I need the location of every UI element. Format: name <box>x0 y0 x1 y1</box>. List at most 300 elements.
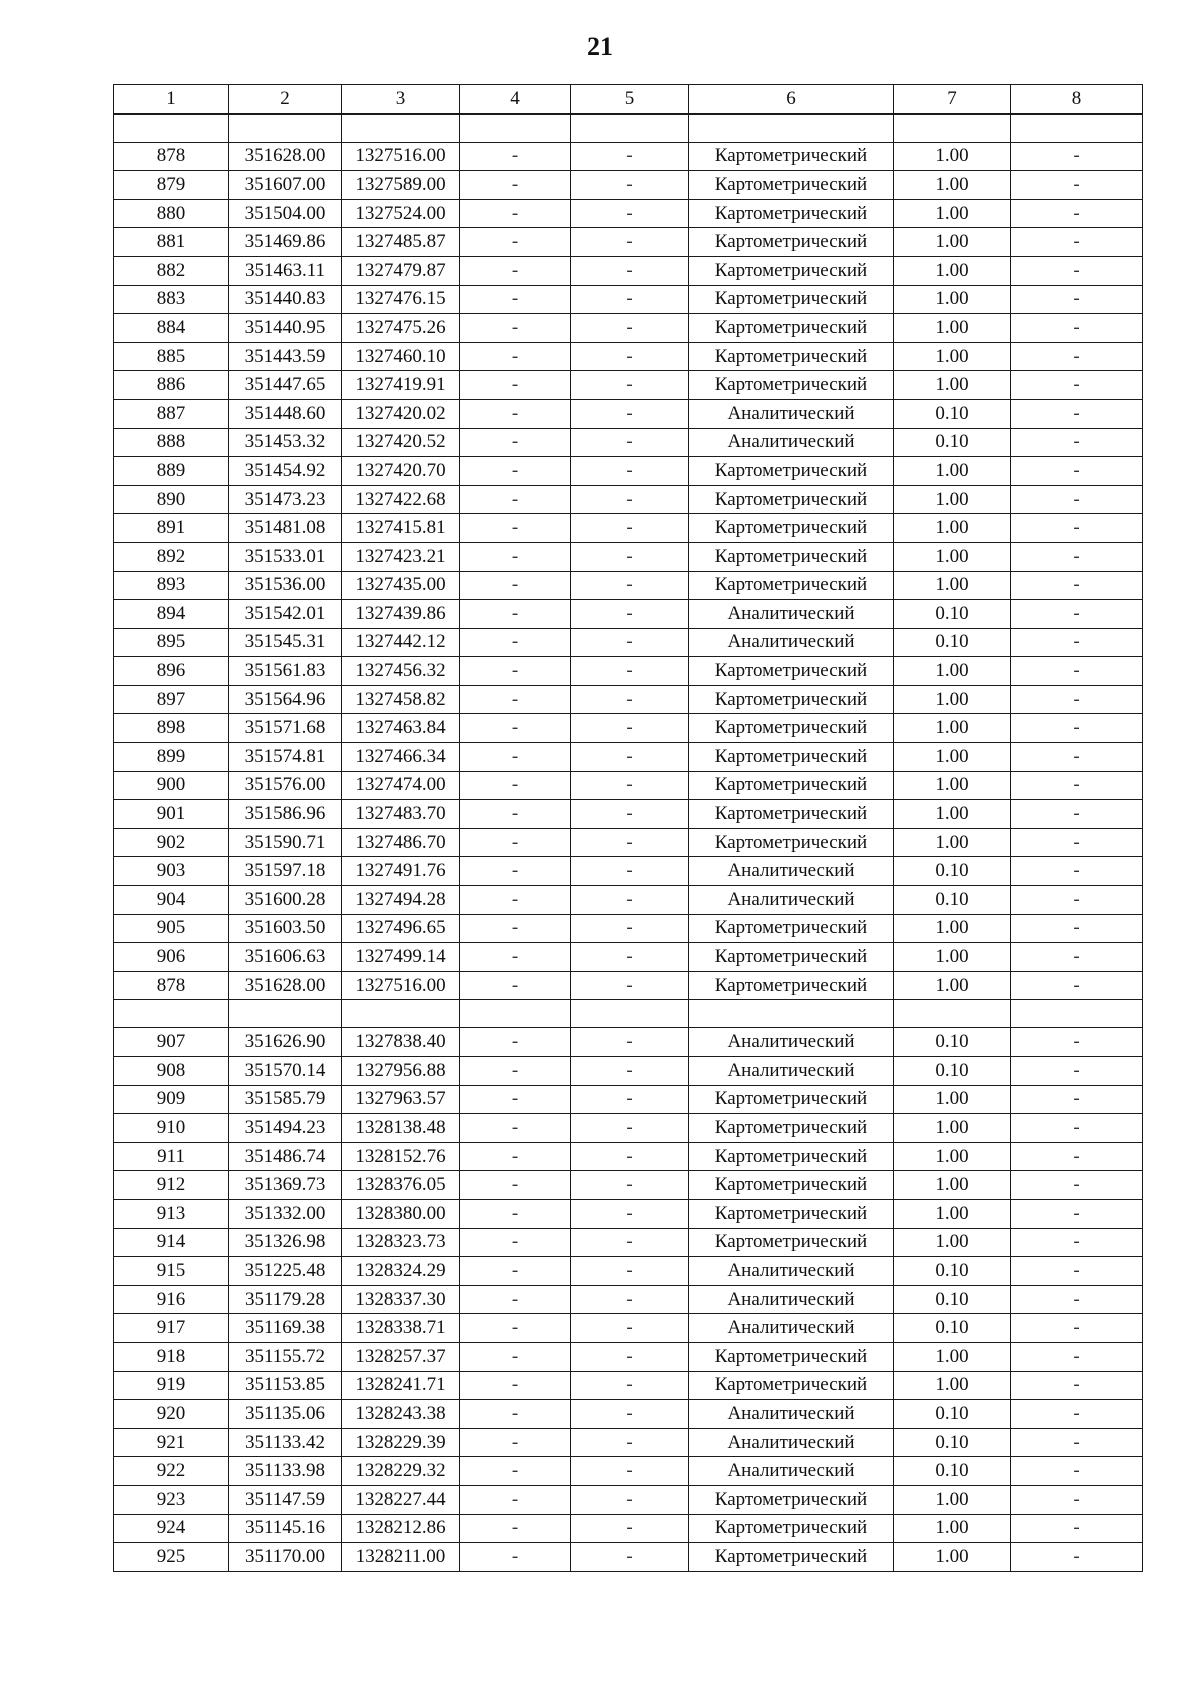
x-coordinate-cell: 351145.16 <box>229 1514 342 1543</box>
table-row <box>114 428 1143 457</box>
accuracy-cell: 0.10 <box>894 886 1011 915</box>
column-5-cell: - <box>571 1428 689 1457</box>
y-coordinate-cell: 1327524.00 <box>342 199 460 228</box>
column-8-cell: - <box>1011 1342 1143 1371</box>
column-4-cell: - <box>460 228 571 257</box>
page-number: 21 <box>587 32 613 61</box>
x-coordinate-cell: 351332.00 <box>229 1199 342 1228</box>
column-5-cell: - <box>571 256 689 285</box>
point-number-cell: 883 <box>114 285 229 314</box>
table-row <box>114 628 1143 657</box>
accuracy-cell: 1.00 <box>894 971 1011 1000</box>
x-coordinate-cell: 351603.50 <box>229 914 342 943</box>
column-5-cell: - <box>571 314 689 343</box>
point-number-cell: 915 <box>114 1257 229 1286</box>
x-coordinate-cell: 351135.06 <box>229 1400 342 1429</box>
method-cell: Аналитический <box>689 1457 894 1486</box>
point-number-cell: 890 <box>114 485 229 514</box>
accuracy-cell: 1.00 <box>894 314 1011 343</box>
column-5-cell: - <box>571 542 689 571</box>
table-row <box>114 199 1143 228</box>
method-cell: Картометрический <box>689 342 894 371</box>
column-4-cell: - <box>460 1342 571 1371</box>
method-cell: Картометрический <box>689 256 894 285</box>
accuracy-cell: 1.00 <box>894 228 1011 257</box>
accuracy-cell: 0.10 <box>894 600 1011 629</box>
method-cell: Картометрический <box>689 1114 894 1143</box>
method-cell: Картометрический <box>689 571 894 600</box>
column-8-cell: - <box>1011 371 1143 400</box>
column-4-cell: - <box>460 542 571 571</box>
column-header: 5 <box>571 85 689 114</box>
y-coordinate-cell: 1327956.88 <box>342 1057 460 1086</box>
point-number-cell: 917 <box>114 1314 229 1343</box>
y-coordinate-cell: 1327466.34 <box>342 743 460 772</box>
accuracy-cell: 1.00 <box>894 1543 1011 1572</box>
column-5-cell: - <box>571 1400 689 1429</box>
column-4-cell: - <box>460 943 571 972</box>
column-4-cell: - <box>460 571 571 600</box>
accuracy-cell: 1.00 <box>894 1485 1011 1514</box>
column-5-cell: - <box>571 485 689 514</box>
y-coordinate-cell: 1327460.10 <box>342 342 460 371</box>
point-number-cell: 912 <box>114 1171 229 1200</box>
method-cell: Картометрический <box>689 657 894 686</box>
point-number-cell: 916 <box>114 1285 229 1314</box>
method-cell: Картометрический <box>689 457 894 486</box>
table-row <box>114 285 1143 314</box>
accuracy-cell: 1.00 <box>894 199 1011 228</box>
accuracy-cell: 1.00 <box>894 285 1011 314</box>
column-4-cell: - <box>460 171 571 200</box>
accuracy-cell: 1.00 <box>894 485 1011 514</box>
method-cell: Картометрический <box>689 914 894 943</box>
table-row <box>114 1199 1143 1228</box>
x-coordinate-cell: 351545.31 <box>229 628 342 657</box>
empty-cell <box>689 114 894 143</box>
column-4-cell: - <box>460 1514 571 1543</box>
point-number-cell: 923 <box>114 1485 229 1514</box>
point-number-cell: 895 <box>114 628 229 657</box>
accuracy-cell: 1.00 <box>894 1085 1011 1114</box>
accuracy-cell: 0.10 <box>894 857 1011 886</box>
column-5-cell: - <box>571 1314 689 1343</box>
table-row <box>114 542 1143 571</box>
column-8-cell: - <box>1011 886 1143 915</box>
column-8-cell: - <box>1011 943 1143 972</box>
column-4-cell: - <box>460 857 571 886</box>
column-8-cell: - <box>1011 857 1143 886</box>
y-coordinate-cell: 1328229.39 <box>342 1428 460 1457</box>
accuracy-cell: 0.10 <box>894 1400 1011 1429</box>
x-coordinate-cell: 351225.48 <box>229 1257 342 1286</box>
table-row <box>114 571 1143 600</box>
table-row <box>114 1342 1143 1371</box>
column-8-cell: - <box>1011 285 1143 314</box>
column-8-cell: - <box>1011 542 1143 571</box>
column-5-cell: - <box>571 1543 689 1572</box>
table-row <box>114 1028 1143 1057</box>
y-coordinate-cell: 1327479.87 <box>342 256 460 285</box>
column-4-cell: - <box>460 1285 571 1314</box>
column-8-cell: - <box>1011 314 1143 343</box>
column-4-cell: - <box>460 1085 571 1114</box>
coordinates-table <box>113 84 1143 1572</box>
y-coordinate-cell: 1328138.48 <box>342 1114 460 1143</box>
column-5-cell: - <box>571 1171 689 1200</box>
x-coordinate-cell: 351542.01 <box>229 600 342 629</box>
point-number-cell: 921 <box>114 1428 229 1457</box>
y-coordinate-cell: 1327963.57 <box>342 1085 460 1114</box>
accuracy-cell: 1.00 <box>894 914 1011 943</box>
column-4-cell: - <box>460 628 571 657</box>
empty-cell <box>229 114 342 143</box>
y-coordinate-cell: 1327589.00 <box>342 171 460 200</box>
x-coordinate-cell: 351586.96 <box>229 800 342 829</box>
column-5-cell: - <box>571 914 689 943</box>
y-coordinate-cell: 1328212.86 <box>342 1514 460 1543</box>
point-number-cell: 925 <box>114 1543 229 1572</box>
point-number-cell: 922 <box>114 1457 229 1486</box>
column-8-cell: - <box>1011 743 1143 772</box>
table-blank-row <box>114 1000 1143 1028</box>
point-number-cell: 891 <box>114 514 229 543</box>
point-number-cell: 907 <box>114 1028 229 1057</box>
y-coordinate-cell: 1328243.38 <box>342 1400 460 1429</box>
method-cell: Картометрический <box>689 1142 894 1171</box>
accuracy-cell: 0.10 <box>894 1314 1011 1343</box>
column-5-cell: - <box>571 199 689 228</box>
column-8-cell: - <box>1011 1457 1143 1486</box>
column-4-cell: - <box>460 886 571 915</box>
column-8-cell: - <box>1011 1028 1143 1057</box>
point-number-cell: 881 <box>114 228 229 257</box>
method-cell: Картометрический <box>689 1199 894 1228</box>
x-coordinate-cell: 351533.01 <box>229 542 342 571</box>
column-5-cell: - <box>571 1371 689 1400</box>
column-4-cell: - <box>460 371 571 400</box>
column-4-cell: - <box>460 743 571 772</box>
x-coordinate-cell: 351454.92 <box>229 457 342 486</box>
point-number-cell: 888 <box>114 428 229 457</box>
accuracy-cell: 1.00 <box>894 1371 1011 1400</box>
column-8-cell: - <box>1011 142 1143 171</box>
column-4-cell: - <box>460 600 571 629</box>
column-5-cell: - <box>571 628 689 657</box>
x-coordinate-cell: 351561.83 <box>229 657 342 686</box>
x-coordinate-cell: 351628.00 <box>229 142 342 171</box>
table-row <box>114 1485 1143 1514</box>
y-coordinate-cell: 1327483.70 <box>342 800 460 829</box>
column-5-cell: - <box>571 1485 689 1514</box>
table-header-row <box>114 85 1143 114</box>
x-coordinate-cell: 351486.74 <box>229 1142 342 1171</box>
table-row <box>114 685 1143 714</box>
method-cell: Картометрический <box>689 800 894 829</box>
column-8-cell: - <box>1011 914 1143 943</box>
empty-cell <box>460 114 571 143</box>
column-8-cell: - <box>1011 1114 1143 1143</box>
column-4-cell: - <box>460 1257 571 1286</box>
point-number-cell: 882 <box>114 256 229 285</box>
column-8-cell: - <box>1011 1285 1143 1314</box>
method-cell: Аналитический <box>689 886 894 915</box>
column-8-cell: - <box>1011 685 1143 714</box>
column-5-cell: - <box>571 428 689 457</box>
table-row <box>114 228 1143 257</box>
point-number-cell: 918 <box>114 1342 229 1371</box>
column-5-cell: - <box>571 571 689 600</box>
accuracy-cell: 1.00 <box>894 714 1011 743</box>
point-number-cell: 896 <box>114 657 229 686</box>
column-5-cell: - <box>571 1285 689 1314</box>
column-8-cell: - <box>1011 1142 1143 1171</box>
table-row <box>114 371 1143 400</box>
x-coordinate-cell: 351153.85 <box>229 1371 342 1400</box>
column-4-cell: - <box>460 1142 571 1171</box>
accuracy-cell: 1.00 <box>894 1171 1011 1200</box>
column-8-cell: - <box>1011 428 1143 457</box>
method-cell: Аналитический <box>689 1257 894 1286</box>
method-cell: Картометрический <box>689 228 894 257</box>
empty-cell <box>114 1000 229 1028</box>
column-5-cell: - <box>571 399 689 428</box>
column-8-cell: - <box>1011 628 1143 657</box>
x-coordinate-cell: 351147.59 <box>229 1485 342 1514</box>
empty-cell <box>460 1000 571 1028</box>
column-4-cell: - <box>460 199 571 228</box>
point-number-cell: 899 <box>114 743 229 772</box>
empty-cell <box>1011 114 1143 143</box>
column-5-cell: - <box>571 1457 689 1486</box>
y-coordinate-cell: 1327475.26 <box>342 314 460 343</box>
y-coordinate-cell: 1328227.44 <box>342 1485 460 1514</box>
column-8-cell: - <box>1011 457 1143 486</box>
column-4-cell: - <box>460 1371 571 1400</box>
table-row <box>114 800 1143 829</box>
column-5-cell: - <box>571 857 689 886</box>
y-coordinate-cell: 1327439.86 <box>342 600 460 629</box>
table-row <box>114 771 1143 800</box>
table-row <box>114 314 1143 343</box>
table-row <box>114 256 1143 285</box>
column-4-cell: - <box>460 1057 571 1086</box>
accuracy-cell: 1.00 <box>894 142 1011 171</box>
column-header: 4 <box>460 85 571 114</box>
x-coordinate-cell: 351494.23 <box>229 1114 342 1143</box>
column-header: 7 <box>894 85 1011 114</box>
method-cell: Картометрический <box>689 1342 894 1371</box>
column-5-cell: - <box>571 886 689 915</box>
method-cell: Аналитический <box>689 857 894 886</box>
column-5-cell: - <box>571 1199 689 1228</box>
accuracy-cell: 1.00 <box>894 256 1011 285</box>
table-row <box>114 457 1143 486</box>
column-5-cell: - <box>571 228 689 257</box>
table-row <box>114 886 1143 915</box>
x-coordinate-cell: 351169.38 <box>229 1314 342 1343</box>
column-5-cell: - <box>571 685 689 714</box>
point-number-cell: 913 <box>114 1199 229 1228</box>
method-cell: Картометрический <box>689 1371 894 1400</box>
column-8-cell: - <box>1011 1199 1143 1228</box>
column-8-cell: - <box>1011 399 1143 428</box>
x-coordinate-cell: 351597.18 <box>229 857 342 886</box>
table-row <box>114 600 1143 629</box>
table-row <box>114 1171 1143 1200</box>
accuracy-cell: 0.10 <box>894 1428 1011 1457</box>
empty-cell <box>229 1000 342 1028</box>
x-coordinate-cell: 351473.23 <box>229 485 342 514</box>
y-coordinate-cell: 1327516.00 <box>342 971 460 1000</box>
column-5-cell: - <box>571 943 689 972</box>
point-number-cell: 901 <box>114 800 229 829</box>
accuracy-cell: 1.00 <box>894 1114 1011 1143</box>
column-8-cell: - <box>1011 600 1143 629</box>
accuracy-cell: 1.00 <box>894 1342 1011 1371</box>
method-cell: Аналитический <box>689 600 894 629</box>
method-cell: Аналитический <box>689 1285 894 1314</box>
y-coordinate-cell: 1327420.70 <box>342 457 460 486</box>
accuracy-cell: 1.00 <box>894 571 1011 600</box>
column-4-cell: - <box>460 1228 571 1257</box>
y-coordinate-cell: 1328241.71 <box>342 1371 460 1400</box>
column-5-cell: - <box>571 828 689 857</box>
column-4-cell: - <box>460 685 571 714</box>
x-coordinate-cell: 351469.86 <box>229 228 342 257</box>
y-coordinate-cell: 1327458.82 <box>342 685 460 714</box>
empty-cell <box>342 114 460 143</box>
y-coordinate-cell: 1328152.76 <box>342 1142 460 1171</box>
method-cell: Картометрический <box>689 1543 894 1572</box>
empty-cell <box>1011 1000 1143 1028</box>
column-5-cell: - <box>571 1085 689 1114</box>
column-5-cell: - <box>571 600 689 629</box>
method-cell: Аналитический <box>689 399 894 428</box>
column-5-cell: - <box>571 1514 689 1543</box>
column-5-cell: - <box>571 1228 689 1257</box>
column-8-cell: - <box>1011 1400 1143 1429</box>
empty-cell <box>342 1000 460 1028</box>
point-number-cell: 900 <box>114 771 229 800</box>
x-coordinate-cell: 351133.98 <box>229 1457 342 1486</box>
x-coordinate-cell: 351600.28 <box>229 886 342 915</box>
y-coordinate-cell: 1328211.00 <box>342 1543 460 1572</box>
point-number-cell: 894 <box>114 600 229 629</box>
column-4-cell: - <box>460 828 571 857</box>
method-cell: Картометрический <box>689 199 894 228</box>
column-8-cell: - <box>1011 571 1143 600</box>
x-coordinate-cell: 351570.14 <box>229 1057 342 1086</box>
column-header: 2 <box>229 85 342 114</box>
x-coordinate-cell: 351607.00 <box>229 171 342 200</box>
column-4-cell: - <box>460 314 571 343</box>
x-coordinate-cell: 351571.68 <box>229 714 342 743</box>
column-4-cell: - <box>460 514 571 543</box>
column-8-cell: - <box>1011 1057 1143 1086</box>
method-cell: Аналитический <box>689 628 894 657</box>
column-4-cell: - <box>460 657 571 686</box>
point-number-cell: 905 <box>114 914 229 943</box>
point-number-cell: 902 <box>114 828 229 857</box>
x-coordinate-cell: 351628.00 <box>229 971 342 1000</box>
column-8-cell: - <box>1011 714 1143 743</box>
method-cell: Картометрический <box>689 828 894 857</box>
accuracy-cell: 0.10 <box>894 1285 1011 1314</box>
column-4-cell: - <box>460 142 571 171</box>
column-5-cell: - <box>571 371 689 400</box>
column-5-cell: - <box>571 771 689 800</box>
point-number-cell: 911 <box>114 1142 229 1171</box>
accuracy-cell: 0.10 <box>894 1457 1011 1486</box>
point-number-cell: 884 <box>114 314 229 343</box>
x-coordinate-cell: 351155.72 <box>229 1342 342 1371</box>
x-coordinate-cell: 351576.00 <box>229 771 342 800</box>
y-coordinate-cell: 1328338.71 <box>342 1314 460 1343</box>
column-4-cell: - <box>460 971 571 1000</box>
method-cell: Картометрический <box>689 1085 894 1114</box>
table-row <box>114 657 1143 686</box>
column-5-cell: - <box>571 971 689 1000</box>
table-row <box>114 1428 1143 1457</box>
column-5-cell: - <box>571 142 689 171</box>
column-4-cell: - <box>460 1485 571 1514</box>
y-coordinate-cell: 1327420.52 <box>342 428 460 457</box>
column-4-cell: - <box>460 457 571 486</box>
column-4-cell: - <box>460 771 571 800</box>
x-coordinate-cell: 351585.79 <box>229 1085 342 1114</box>
y-coordinate-cell: 1328380.00 <box>342 1199 460 1228</box>
column-8-cell: - <box>1011 514 1143 543</box>
empty-cell <box>689 1000 894 1028</box>
method-cell: Картометрический <box>689 1514 894 1543</box>
y-coordinate-cell: 1328376.05 <box>342 1171 460 1200</box>
column-8-cell: - <box>1011 971 1143 1000</box>
accuracy-cell: 1.00 <box>894 657 1011 686</box>
column-5-cell: - <box>571 800 689 829</box>
point-number-cell: 878 <box>114 142 229 171</box>
y-coordinate-cell: 1327499.14 <box>342 943 460 972</box>
point-number-cell: 892 <box>114 542 229 571</box>
x-coordinate-cell: 351453.32 <box>229 428 342 457</box>
method-cell: Картометрический <box>689 743 894 772</box>
column-4-cell: - <box>460 285 571 314</box>
column-4-cell: - <box>460 399 571 428</box>
accuracy-cell: 1.00 <box>894 514 1011 543</box>
accuracy-cell: 1.00 <box>894 342 1011 371</box>
y-coordinate-cell: 1327422.68 <box>342 485 460 514</box>
y-coordinate-cell: 1327420.02 <box>342 399 460 428</box>
y-coordinate-cell: 1327419.91 <box>342 371 460 400</box>
method-cell: Аналитический <box>689 1028 894 1057</box>
y-coordinate-cell: 1327485.87 <box>342 228 460 257</box>
table-row <box>114 342 1143 371</box>
y-coordinate-cell: 1327435.00 <box>342 571 460 600</box>
point-number-cell: 924 <box>114 1514 229 1543</box>
column-4-cell: - <box>460 1028 571 1057</box>
table-row <box>114 514 1143 543</box>
method-cell: Картометрический <box>689 314 894 343</box>
y-coordinate-cell: 1328229.32 <box>342 1457 460 1486</box>
column-4-cell: - <box>460 1400 571 1429</box>
y-coordinate-cell: 1327456.32 <box>342 657 460 686</box>
accuracy-cell: 1.00 <box>894 771 1011 800</box>
column-5-cell: - <box>571 743 689 772</box>
method-cell: Картометрический <box>689 285 894 314</box>
column-4-cell: - <box>460 1199 571 1228</box>
column-5-cell: - <box>571 1057 689 1086</box>
x-coordinate-cell: 351443.59 <box>229 342 342 371</box>
